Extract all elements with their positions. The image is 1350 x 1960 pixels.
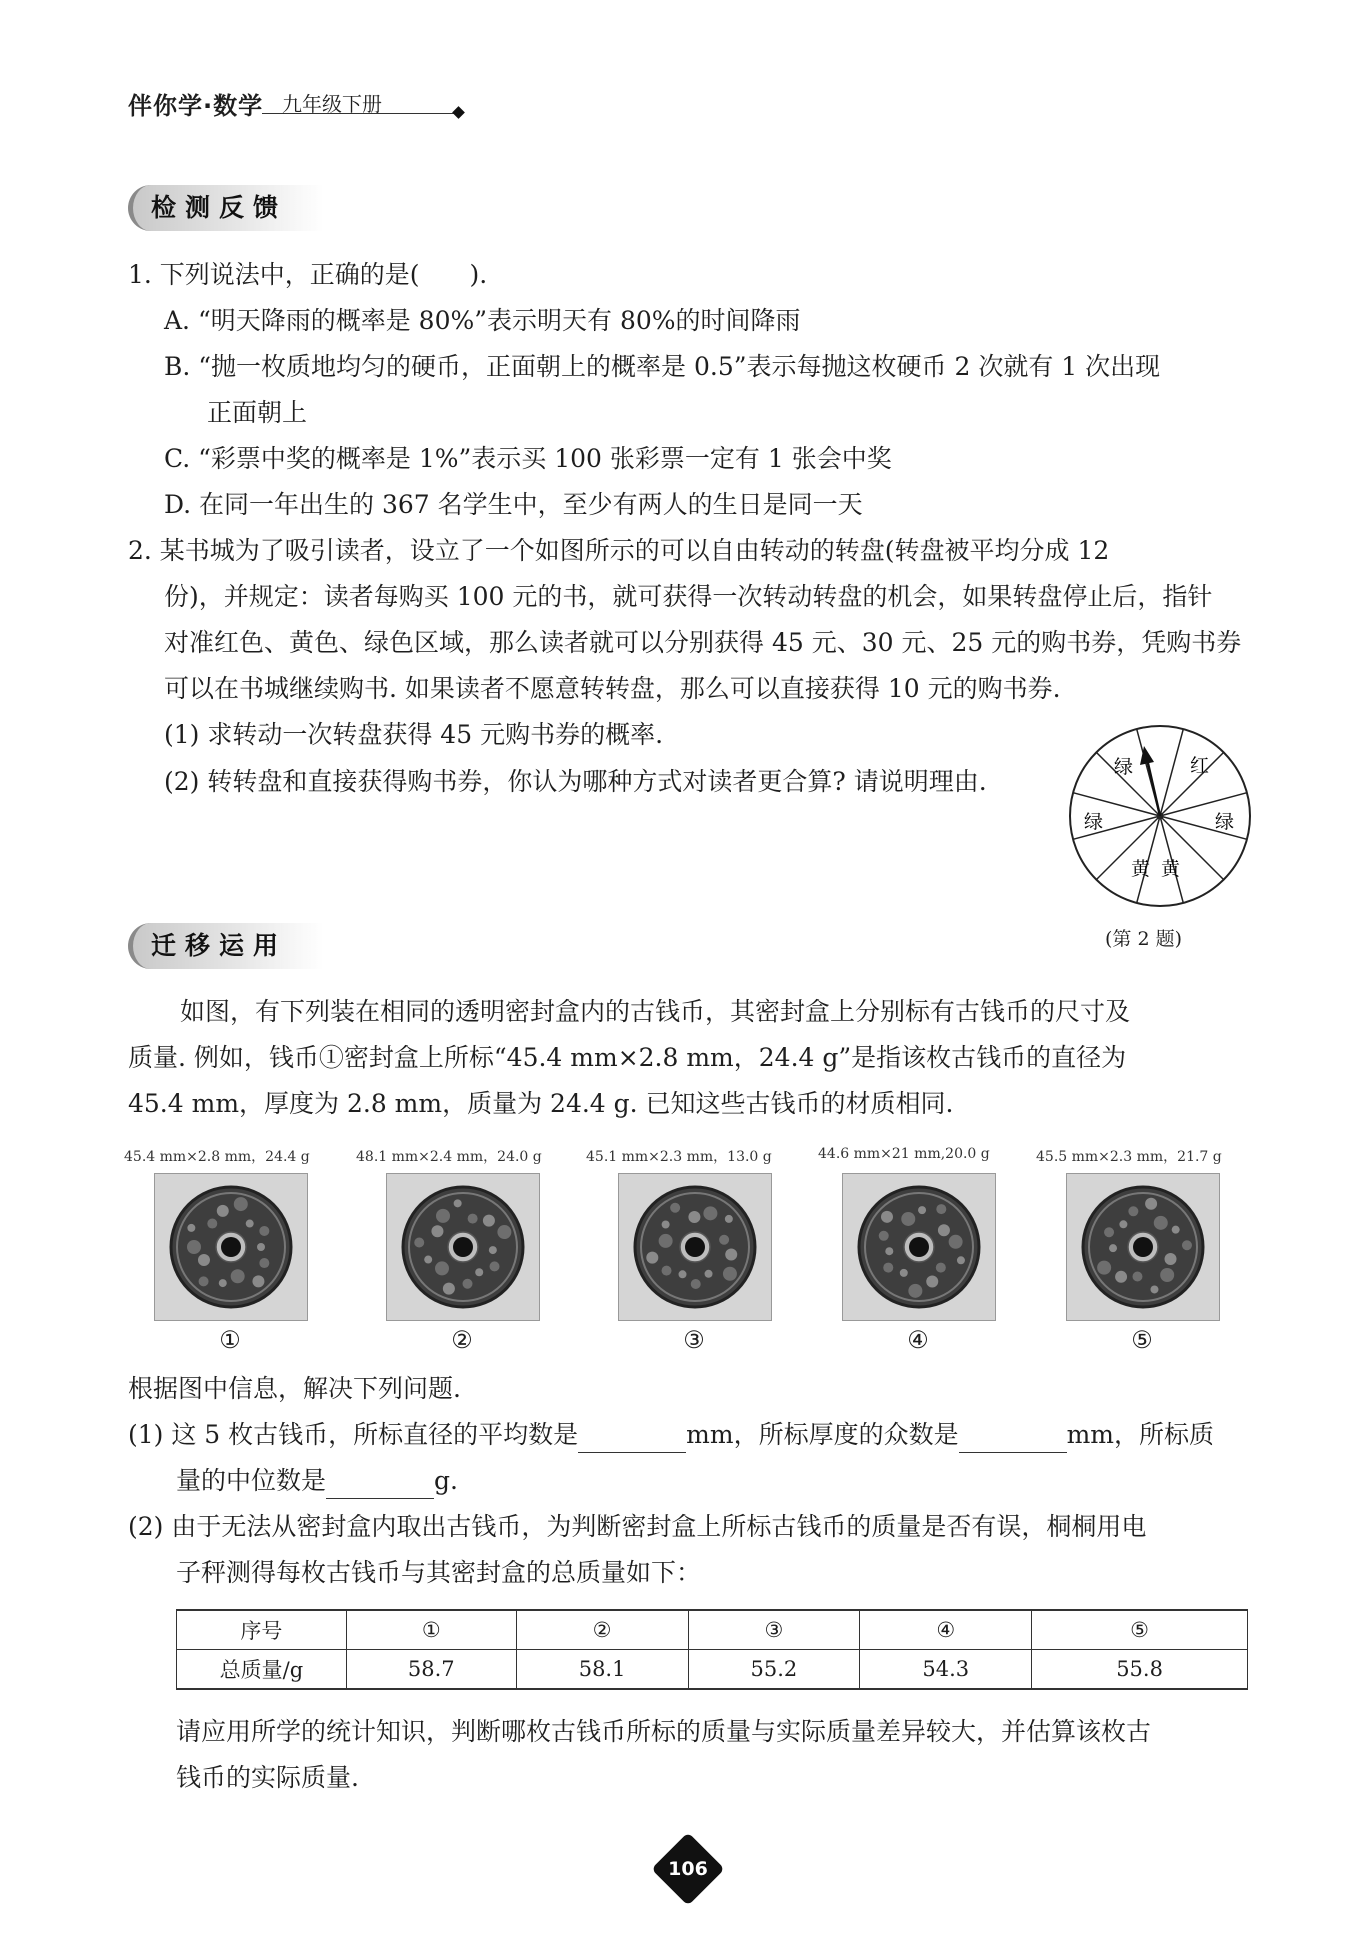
section-badge-transfer: 迁移运用 — [128, 923, 323, 969]
q2-line1: 2. 某书城为了吸引读者，设立了一个如图所示的可以自由转动的转盘(转盘被平均分成 12 — [128, 536, 1110, 565]
problem2-line1: (2) 由于无法从密封盒内取出古钱币，为判断密封盒上所标古钱币的质量是否有误，桐桐用电 — [128, 1512, 1147, 1541]
table-cell-id-3: ③ — [688, 1610, 860, 1650]
table-cell-mass-5: 55.8 — [1032, 1650, 1248, 1690]
spinner-caption: (第 2 题) — [1105, 928, 1182, 950]
problem1-text-a: (1) 这 5 枚古钱币，所标直径的平均数是 — [128, 1420, 579, 1449]
table-cell-mass-1: 58.7 — [346, 1650, 516, 1690]
problem1-line2 — [176, 1464, 458, 1499]
coin-image-5 — [1066, 1173, 1220, 1321]
coin-image-2 — [386, 1173, 540, 1321]
spinner-label-green-top: 绿 — [1114, 756, 1134, 778]
table-row — [177, 1650, 1248, 1690]
transfer-intro-line1: 如图，有下列装在相同的透明密封盒内的古钱币，其密封盒上分别标有古钱币的尺寸及 — [180, 997, 1131, 1026]
closing-line1: 请应用所学的统计知识，判断哪枚古钱币所标的质量与实际质量差异较大，并估算该枚古 — [176, 1717, 1152, 1746]
transfer-lead: 根据图中信息，解决下列问题. — [128, 1374, 461, 1403]
answer-blank-median-mass[interactable] — [326, 1464, 434, 1499]
table-cell-id-5: ⑤ — [1032, 1610, 1248, 1650]
table-cell-id-1: ① — [346, 1610, 516, 1650]
spinner-label-yellow-2: 黄 — [1161, 858, 1181, 880]
table-cell-mass-4: 54.3 — [860, 1650, 1032, 1690]
total-mass-table — [176, 1609, 1248, 1690]
coin-image-3 — [618, 1173, 772, 1321]
transfer-intro-line3: 45.4 mm，厚度为 2.8 mm，质量为 24.4 g. 已知这些古钱币的材质相同. — [128, 1089, 954, 1118]
q1-option-b-line1: B. “抛一枚质地均匀的硬币，正面朝上的概率是 0.5”表示每抛这枚硬币 2 次就有 1 次出现 — [164, 352, 1161, 381]
coin-image-1 — [154, 1173, 308, 1321]
coin-caption-2: 48.1 mm×2.4 mm，24.0 g — [356, 1149, 542, 1165]
q1-option-b-line2: 正面朝上 — [207, 398, 308, 427]
q1-option-c: C. “彩票中奖的概率是 1%”表示买 100 张彩票一定有 1 张会中奖 — [164, 444, 892, 473]
section-badge-feedback: 检测反馈 — [128, 185, 323, 231]
problem1-line1 — [128, 1418, 1214, 1453]
coin-number-5: ⑤ — [1131, 1326, 1153, 1354]
problem1-text-e: g. — [434, 1466, 458, 1495]
coin-number-4: ④ — [907, 1326, 929, 1354]
table-cell-mass-3: 55.2 — [688, 1650, 860, 1690]
spinner-label-green-left: 绿 — [1084, 811, 1104, 833]
q2-sub2: (2) 转转盘和直接获得购书券，你认为哪种方式对读者更合算? 请说明理由. — [164, 767, 987, 796]
q2-line4: 可以在书城继续购书. 如果读者不愿意转转盘，那么可以直接获得 10 元的购书券. — [164, 674, 1061, 703]
problem1-text-c: mm，所标质 — [1066, 1420, 1215, 1449]
q2-line2: 份)，并规定：读者每购买 100 元的书，就可获得一次转动转盘的机会，如果转盘停止后，指针 — [164, 582, 1213, 611]
header-diamond-icon — [452, 106, 465, 119]
coin-caption-5: 45.5 mm×2.3 mm，21.7 g — [1036, 1149, 1222, 1165]
problem2-line2: 子秤测得每枚古钱币与其密封盒的总质量如下： — [176, 1558, 702, 1587]
coin-caption-3: 45.1 mm×2.3 mm，13.0 g — [586, 1149, 772, 1165]
spinner-label-green-right: 绿 — [1215, 811, 1235, 833]
coin-image-4 — [842, 1173, 996, 1321]
q1-option-a: A. “明天降雨的概率是 80%”表示明天有 80%的时间降雨 — [164, 306, 801, 335]
coin-number-1: ① — [219, 1326, 241, 1354]
table-header-mass: 总质量/g — [177, 1650, 347, 1690]
q2-sub1: (1) 求转动一次转盘获得 45 元购书券的概率. — [164, 720, 664, 749]
problem1-text-d: 量的中位数是 — [176, 1466, 327, 1495]
coin-number-2: ② — [451, 1326, 473, 1354]
header-subtitle: 九年级下册 — [282, 92, 382, 116]
table-cell-id-4: ④ — [860, 1610, 1032, 1650]
q2-line3: 对准红色、黄色、绿色区域，那么读者就可以分别获得 45 元、30 元、25 元的购书券，凭购书券 — [164, 628, 1242, 657]
spinner-divider — [1160, 729, 1183, 816]
header-rule — [262, 113, 460, 114]
problem1-text-b: mm，所标厚度的众数是 — [686, 1420, 959, 1449]
coin-caption-1: 45.4 mm×2.8 mm，24.4 g — [124, 1149, 310, 1165]
spinner-label-red: 红 — [1190, 755, 1210, 777]
answer-blank-mode-thickness[interactable] — [959, 1418, 1067, 1453]
spinner-figure — [1060, 716, 1260, 916]
closing-line2: 钱币的实际质量. — [176, 1763, 359, 1792]
coin-caption-4: 44.6 mm×21 mm,20.0 g — [818, 1146, 990, 1162]
coin-number-3: ③ — [683, 1326, 705, 1354]
q1-stem: 1. 下列说法中，正确的是( ). — [128, 260, 488, 289]
q1-option-d: D. 在同一年出生的 367 名学生中，至少有两人的生日是同一天 — [164, 490, 863, 519]
page-number: 106 — [668, 1858, 708, 1880]
answer-blank-mean-diameter[interactable] — [578, 1418, 686, 1453]
spinner-divider — [1096, 816, 1160, 880]
header-title: 伴你学·数学 — [128, 92, 264, 120]
table-cell-id-2: ② — [516, 1610, 688, 1650]
table-header-id: 序号 — [177, 1610, 347, 1650]
table-cell-mass-2: 58.1 — [516, 1650, 688, 1690]
table-row — [177, 1610, 1248, 1650]
spinner-label-yellow-1: 黄 — [1131, 858, 1151, 880]
transfer-intro-line2: 质量. 例如，钱币①密封盒上所标“45.4 mm×2.8 mm，24.4 g”是指该枚古钱币的直径为 — [128, 1043, 1127, 1072]
